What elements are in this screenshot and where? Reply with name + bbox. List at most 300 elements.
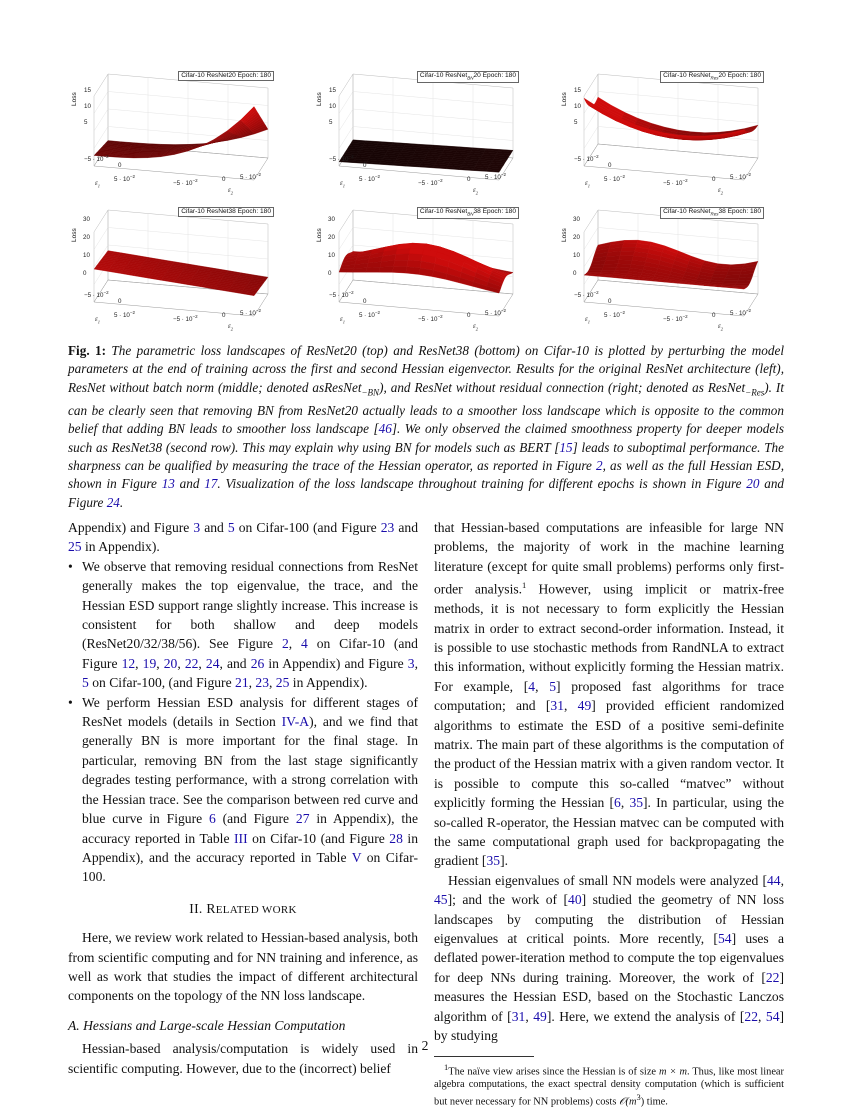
text-run: ), and we find that generally BN is more important for the final stage. In particular, removing BN from the last stage significantly degrades testing performance, with a strong correlation with the Hessian trace. See the comparison between red curve and blue curve in Figure [82, 714, 418, 826]
tick-exponent: −2 [501, 172, 506, 177]
reference-link[interactable]: 25 [276, 675, 290, 690]
panel-title-variant: Res [710, 211, 718, 216]
panel-title-model: Cifar-10 ResNet [181, 208, 228, 215]
text-run: ] measures the Hessian ESD, based on the Stochastic Lanczos algorithm of [ [434, 970, 784, 1024]
tick-exponent: −2 [130, 310, 135, 315]
panel-title-model: Cifar-10 ResNet [420, 208, 467, 215]
tick-exponent: −2 [593, 154, 598, 159]
tick-mantissa: −5 · 10 [574, 292, 593, 299]
axis-subscript: 2 [721, 190, 723, 195]
text-run: in Appendix). [82, 539, 160, 554]
text-run: ] studied the geometry of NN loss landscapes by computing the distribution of Hessian eigenvalues at critical points. More recently, [ [434, 892, 784, 946]
text-run: on Cifar-100, (and Figure [89, 675, 235, 690]
reference-link[interactable]: 5 [228, 520, 235, 535]
axis-symbol: ε [95, 315, 98, 323]
paragraph-continuation [68, 518, 418, 557]
text-run: , [249, 675, 256, 690]
y-axis-label: Loss [561, 228, 568, 242]
text-run: , [269, 675, 276, 690]
axis-subscript: 2 [476, 326, 478, 331]
tick-exponent: −2 [501, 308, 506, 313]
y-tick-label: 10 [329, 103, 336, 110]
eps2-axis-label [718, 186, 723, 195]
eps2-tick-label [663, 314, 688, 323]
tick-mantissa: −5 · 10 [663, 316, 682, 323]
axis-subscript: 2 [231, 190, 233, 195]
text-run: , [564, 698, 578, 713]
panel-title-epoch: 20 Epoch: 180 [718, 72, 761, 79]
loss-surface [339, 243, 513, 293]
text-run: in Appendix), and the accuracy reported in Table [82, 831, 418, 865]
text-run: m × m [659, 1066, 687, 1077]
reference-link[interactable]: 54 [718, 931, 732, 946]
section-heading [68, 899, 418, 920]
section-number: II. R [189, 901, 215, 916]
tick-mantissa: −5 · 10 [329, 156, 348, 163]
eps2-tick-label [467, 176, 470, 183]
axis-symbol: ε [718, 186, 721, 194]
axis-symbol: ε [228, 322, 231, 330]
reference-link[interactable]: 45 [434, 892, 448, 907]
y-tick-label: 5 [329, 119, 332, 126]
reference-link[interactable]: 40 [568, 892, 582, 907]
eps1-axis-label [95, 179, 100, 188]
loss-landscape-panel [68, 66, 294, 196]
eps2-tick-label [663, 178, 688, 187]
y-tick-label: 5 [84, 119, 87, 126]
axis-symbol: ε [340, 179, 343, 187]
caption-text: ] leads to suboptimal performance. The sharpness can be qualified by measuring the trace of the Hessian operator, as reported in Figure [68, 440, 784, 473]
eps2-axis-label [228, 322, 233, 331]
panel-title [417, 71, 519, 83]
y-tick-label: 10 [83, 252, 90, 259]
y-tick-label: 10 [573, 252, 580, 259]
tick-mantissa: 0 [608, 298, 611, 305]
reference-link[interactable]: 22 [744, 1009, 758, 1024]
panel-title [178, 71, 274, 81]
text-run: (and Figure [216, 811, 296, 826]
text-run: , [135, 656, 142, 671]
eps1-tick-label [84, 290, 109, 299]
tick-mantissa: −5 · 10 [329, 292, 348, 299]
eps1-tick-label [329, 290, 354, 299]
eps2-tick-label [240, 308, 261, 317]
footnote [434, 1061, 784, 1109]
tick-exponent: −2 [682, 178, 687, 183]
panel-title-epoch: 20 Epoch: 180 [228, 72, 271, 79]
reference-link[interactable]: 12 [122, 656, 136, 671]
axis-symbol: ε [585, 315, 588, 323]
loss-surface [584, 97, 758, 140]
y-tick-label: 15 [84, 87, 91, 94]
caption-text: ), and ResNet without residual connection (right; denoted as ResNet [379, 380, 745, 395]
caption-text: ). It can be clearly seen that removing BN from ResNet20 actually leads to a smoother loss landscape which is opposite to the common belief that adding BN leads to smoother loss landscape [ [68, 380, 784, 436]
y-tick-label: 20 [83, 234, 90, 241]
footnote-rule [434, 1056, 534, 1057]
figure-link[interactable]: 24 [107, 495, 120, 510]
reference-link[interactable]: 31 [512, 1009, 526, 1024]
text-run: ]; and the work of [ [448, 892, 568, 907]
reference-link[interactable]: 3 [193, 520, 200, 535]
text-run: ]. [500, 853, 508, 868]
panel-title [178, 207, 274, 217]
tick-mantissa: 0 [363, 298, 366, 305]
tick-exponent: −2 [348, 154, 353, 159]
loss-landscape-panel [313, 202, 539, 332]
tick-mantissa: 5 · 10 [359, 176, 375, 183]
bullet-residual [68, 557, 418, 693]
reference-link[interactable]: 31 [550, 698, 564, 713]
citation-link[interactable]: 15 [559, 440, 572, 455]
eps1-tick-label [608, 162, 611, 169]
y-axis-label: Loss [71, 92, 78, 106]
eps2-tick-label [712, 312, 715, 319]
text-run: We perform Hessian ESD analysis for different stages of ResNet models (details in Section [82, 695, 418, 729]
eps2-tick-label [173, 314, 198, 323]
text-run: in Appendix) and Figure [264, 656, 408, 671]
tick-mantissa: −5 · 10 [84, 156, 103, 163]
tick-mantissa: −5 · 10 [173, 316, 192, 323]
eps1-tick-label [118, 162, 121, 169]
reference-link[interactable]: 49 [533, 1009, 547, 1024]
axis-subscript: 2 [721, 326, 723, 331]
tick-mantissa: 5 · 10 [730, 310, 746, 317]
axis-subscript: 1 [588, 319, 590, 324]
reference-link[interactable]: 6 [209, 811, 216, 826]
y-tick-label: 0 [328, 270, 331, 277]
figure-link[interactable]: 2 [596, 458, 603, 473]
y-tick-label: 10 [84, 103, 91, 110]
axis-subscript: 1 [98, 319, 100, 324]
caption-text: and Figure [68, 476, 784, 509]
text-run: ]. In particular, using the so-called R-operator, the Hessian matvec can be computed with the same computational graph used for backpropagating the gradient [ [434, 795, 784, 868]
reference-link[interactable]: 27 [296, 811, 310, 826]
eps1-tick-label [574, 154, 599, 163]
tick-mantissa: 5 · 10 [240, 310, 256, 317]
eps2-tick-label [730, 308, 751, 317]
tick-mantissa: 5 · 10 [604, 312, 620, 319]
panel-title [660, 207, 764, 219]
caption-text: and [175, 476, 204, 491]
reference-link[interactable]: 21 [235, 675, 249, 690]
panel-title-epoch: 20 Epoch: 180 [473, 72, 516, 79]
eps1-tick-label [363, 298, 366, 305]
text-run: in Appendix). [289, 675, 367, 690]
eps2-tick-label [730, 172, 751, 181]
tick-mantissa: 0 [118, 298, 121, 305]
tick-mantissa: 5 · 10 [604, 176, 620, 183]
text-run: on Cifar-100. [82, 850, 418, 884]
tick-mantissa: 0 [363, 162, 366, 169]
panel-title-model: Cifar-10 ResNet [181, 72, 228, 79]
tick-exponent: −2 [375, 310, 380, 315]
panel-title-model: Cifar-10 ResNet [663, 72, 710, 79]
citation-link[interactable]: 46 [379, 421, 392, 436]
y-tick-label: 30 [328, 216, 335, 223]
axis-symbol: ε [95, 179, 98, 187]
panel-title-epoch: 38 Epoch: 180 [228, 208, 271, 215]
tick-exponent: −2 [103, 154, 108, 159]
text-run: ] proposed fast algorithms for trace computation; and [ [434, 679, 784, 713]
text-run: , [156, 656, 163, 671]
panel-title-variant: BN [467, 75, 473, 80]
text-run: The naïve view arises since the Hessian is of size [448, 1066, 659, 1077]
loss-landscape-panel [68, 202, 294, 332]
superscript: 1 [444, 1062, 448, 1072]
subsection-heading: A. Hessians and Large-scale Hessian Computation [68, 1016, 418, 1035]
text-run: We observe that removing residual connections from ResNet generally makes the top eigenvalue, the trace, and the Hessian ESD support range slightly increase. This increase is consistent for both shallow and deep models (ResNet20/32/38/56). See Figure [82, 559, 418, 652]
eps2-axis-label [473, 322, 478, 331]
caption-subscript: −Res [745, 387, 764, 397]
tick-mantissa: 0 [712, 176, 715, 183]
eps2-tick-label [467, 312, 470, 319]
tick-mantissa: 0 [118, 162, 121, 169]
reference-link[interactable]: 26 [251, 656, 265, 671]
caption-text: , as well as the full Hessian ESD, shown in Figure [68, 458, 784, 491]
y-tick-label: 5 [574, 119, 577, 126]
text-run: ] by studying [434, 1009, 784, 1043]
figure-link[interactable]: 13 [162, 476, 175, 491]
eps1-tick-label [329, 154, 354, 163]
superscript: 3 [636, 1092, 640, 1102]
reference-link[interactable]: 4 [301, 636, 308, 651]
tick-mantissa: 0 [222, 176, 225, 183]
eps1-axis-label [340, 179, 345, 188]
text-run: time. [644, 1097, 668, 1108]
axis-symbol: ε [473, 322, 476, 330]
eps1-tick-label [84, 154, 109, 163]
tick-mantissa: 5 · 10 [359, 312, 375, 319]
eps2-tick-label [712, 176, 715, 183]
section-title: ELATED WORK [216, 904, 297, 916]
reference-link[interactable]: IV-A [282, 714, 309, 729]
axis-subscript: 1 [98, 183, 100, 188]
superscript: 1 [522, 580, 526, 590]
axis-symbol: ε [228, 186, 231, 194]
reference-link[interactable]: 24 [206, 656, 220, 671]
caption-text: ]. We only observed the claimed smoothness property for deeper models such as ResNet38 (second row). This may explain why using BN for models such as BERT [ [68, 421, 784, 454]
caption-subscript: −BN [361, 387, 379, 397]
eps1-tick-label [604, 310, 625, 319]
reference-link[interactable]: 54 [766, 1009, 780, 1024]
text-run: Appendix) and Figure [68, 520, 193, 535]
reference-link[interactable]: 23 [255, 675, 269, 690]
caption-label: Fig. 1: [68, 343, 106, 358]
axis-subscript: 1 [343, 183, 345, 188]
eps2-tick-label [222, 176, 225, 183]
tick-exponent: −2 [437, 314, 442, 319]
tick-mantissa: −5 · 10 [663, 180, 682, 187]
figure-link[interactable]: 17 [204, 476, 217, 491]
text-run: 𝒪(m [619, 1097, 637, 1108]
y-axis-label: Loss [561, 92, 568, 106]
tick-mantissa: 5 · 10 [114, 312, 130, 319]
paragraph-eigenvalues [434, 871, 784, 1046]
reference-link[interactable]: III [234, 831, 248, 846]
figure-1 [68, 66, 784, 338]
reference-link[interactable]: 6 [614, 795, 621, 810]
reference-link[interactable]: 5 [549, 679, 556, 694]
right-column [434, 518, 784, 1109]
eps2-tick-label [173, 178, 198, 187]
loss-surface [94, 107, 268, 159]
loss-landscape-panel [558, 202, 784, 332]
tick-exponent: −2 [746, 172, 751, 177]
panel-title-model: Cifar-10 ResNet [420, 72, 467, 79]
panel-title [660, 71, 764, 83]
text-run: ] provided efficient randomized algorithms to estimate the ESD of a positive semi-definite matrix. The main part of these algorithms is the computation of the product of the Hessian matrix with a given random vector. It is possible to compute this so-called “matvec” without explicitly forming the Hessian [ [434, 698, 784, 810]
reference-link[interactable]: 2 [282, 636, 289, 651]
tick-exponent: −2 [130, 174, 135, 179]
paragraph-hessian: Hessian-based analysis/computation is widely used in scientific computing. However, due to the (incorrect) belief [68, 1039, 418, 1078]
panel-title-epoch: 38 Epoch: 180 [473, 208, 516, 215]
y-axis-label: Loss [316, 92, 323, 106]
paragraph-related-work: Here, we review work related to Hessian-based analysis, both from scientific computing and for NN training and inference, as well as work that studies the impact of different architectural components on the topology of the NN loss landscape. [68, 928, 418, 1006]
eps2-tick-label [418, 314, 443, 323]
tick-exponent: −2 [437, 178, 442, 183]
eps1-axis-label [585, 179, 590, 188]
y-tick-label: 20 [573, 234, 580, 241]
eps1-tick-label [608, 298, 611, 305]
y-axis-label: Loss [316, 228, 323, 242]
text-run: that Hessian-based computations are infeasible for large NN problems, the majority of work in the machine learning literature (except for quite small problems) performs only first-order analysis. [434, 520, 784, 597]
eps2-tick-label [485, 308, 506, 317]
eps1-tick-label [118, 298, 121, 305]
axis-symbol: ε [585, 179, 588, 187]
text-run: in Appendix), the accuracy reported in Table [82, 811, 418, 845]
reference-link[interactable]: 20 [164, 656, 178, 671]
panel-title-variant: Res [710, 75, 718, 80]
reference-link[interactable]: 44 [767, 873, 781, 888]
eps2-axis-label [473, 186, 478, 195]
eps2-tick-label [418, 178, 443, 187]
reference-link[interactable]: 28 [389, 831, 403, 846]
text-run: , [198, 656, 205, 671]
tick-exponent: −2 [256, 308, 261, 313]
tick-exponent: −2 [348, 290, 353, 295]
text-run: , [535, 679, 549, 694]
loss-surface [94, 251, 268, 296]
tick-exponent: −2 [682, 314, 687, 319]
tick-exponent: −2 [620, 310, 625, 315]
figure-link[interactable]: 20 [746, 476, 759, 491]
tick-mantissa: −5 · 10 [84, 292, 103, 299]
text-run: , [621, 795, 630, 810]
loss-surface [584, 240, 758, 289]
eps1-tick-label [359, 174, 380, 183]
reference-link[interactable]: 35 [486, 853, 500, 868]
panel-title [417, 207, 519, 219]
reference-link[interactable]: 49 [578, 698, 592, 713]
y-axis-label: Loss [71, 228, 78, 242]
tick-mantissa: 0 [467, 176, 470, 183]
axis-subscript: 2 [231, 326, 233, 331]
tick-exponent: −2 [256, 172, 261, 177]
y-tick-label: 15 [574, 87, 581, 94]
text-run: , [525, 1009, 533, 1024]
reference-link[interactable]: V [352, 850, 362, 865]
eps1-tick-label [114, 310, 135, 319]
tick-exponent: −2 [593, 290, 598, 295]
axis-symbol: ε [340, 315, 343, 323]
text-run: and [200, 520, 228, 535]
caption-text: . [120, 495, 123, 510]
eps2-tick-label [222, 312, 225, 319]
left-column [68, 518, 418, 1078]
tick-mantissa: −5 · 10 [574, 156, 593, 163]
eps1-axis-label [585, 315, 590, 324]
eps1-tick-label [574, 290, 599, 299]
y-tick-label: 30 [573, 216, 580, 223]
eps1-tick-label [363, 162, 366, 169]
reference-link[interactable]: 25 [68, 539, 82, 554]
tick-mantissa: −5 · 10 [418, 316, 437, 323]
y-tick-label: 20 [328, 234, 335, 241]
eps1-tick-label [604, 174, 625, 183]
bullet-stages [68, 693, 418, 887]
text-run: , [415, 656, 418, 671]
axis-subscript: 1 [343, 319, 345, 324]
text-run: on Cifar-10 (and Figure [82, 636, 418, 670]
reference-link[interactable]: 4 [528, 679, 535, 694]
tick-mantissa: 0 [467, 312, 470, 319]
tick-exponent: −2 [620, 174, 625, 179]
panel-title-variant: BN [467, 211, 473, 216]
tick-exponent: −2 [103, 290, 108, 295]
tick-exponent: −2 [746, 308, 751, 313]
eps2-axis-label [718, 322, 723, 331]
text-run: . Thus, like most linear algebra computations, the exact spectral density computation (which is sufficient but never necessary for NN problems) costs [434, 1066, 784, 1108]
axis-subscript: 2 [476, 190, 478, 195]
tick-mantissa: 0 [608, 162, 611, 169]
text-run: , [177, 656, 184, 671]
reference-link[interactable]: 19 [143, 656, 157, 671]
y-tick-label: 30 [83, 216, 90, 223]
text-run: on Cifar-10 (and Figure [248, 831, 390, 846]
page-number: 2 [0, 1038, 850, 1054]
caption-text: The parametric loss landscapes of ResNet20 (top) and ResNet38 (bottom) on Cifar-10 is plotted by perturbing the model parameters at the end of training across the first and second Hessian eigenvector. Results for the original ResNet architecture (left), ResNet without batch norm (middle; denoted asResNet [68, 343, 784, 395]
eps1-tick-label [114, 174, 135, 183]
reference-link[interactable]: 23 [381, 520, 395, 535]
text-run: and [394, 520, 418, 535]
tick-mantissa: 0 [222, 312, 225, 319]
loss-landscape-panel [558, 66, 784, 196]
tick-mantissa: 5 · 10 [114, 176, 130, 183]
text-run: ]. Here, we extend the analysis of [ [547, 1009, 745, 1024]
y-tick-label: 10 [328, 252, 335, 259]
y-tick-label: 0 [83, 270, 86, 277]
reference-link[interactable]: 22 [185, 656, 199, 671]
text-run: , [289, 636, 301, 651]
text-run: , [758, 1009, 766, 1024]
y-tick-label: 15 [329, 87, 336, 94]
loss-landscape-panel [313, 66, 539, 196]
reference-link[interactable]: 22 [766, 970, 780, 985]
reference-link[interactable]: 35 [629, 795, 643, 810]
reference-link[interactable]: 5 [82, 675, 89, 690]
tick-mantissa: 5 · 10 [485, 310, 501, 317]
text-run: , [781, 873, 784, 888]
y-tick-label: 0 [573, 270, 576, 277]
caption-text: . Visualization of the loss landscape throughout training for different epochs is shown in Figure [217, 476, 746, 491]
tick-mantissa: 5 · 10 [485, 174, 501, 181]
eps1-axis-label [95, 315, 100, 324]
eps1-tick-label [359, 310, 380, 319]
text-run: on Cifar-100 (and Figure [235, 520, 381, 535]
axis-symbol: ε [473, 186, 476, 194]
reference-link[interactable]: 3 [408, 656, 415, 671]
text-run: However, using implicit or matrix-free methods, it is not necessary to form explicitly the Hessian matrix in order to extract second-order information. Instead, it is possible to use stochastic methods from RandNLA to extract this information, without explicitly forming the Hessian matrix. For example, [ [434, 582, 784, 694]
